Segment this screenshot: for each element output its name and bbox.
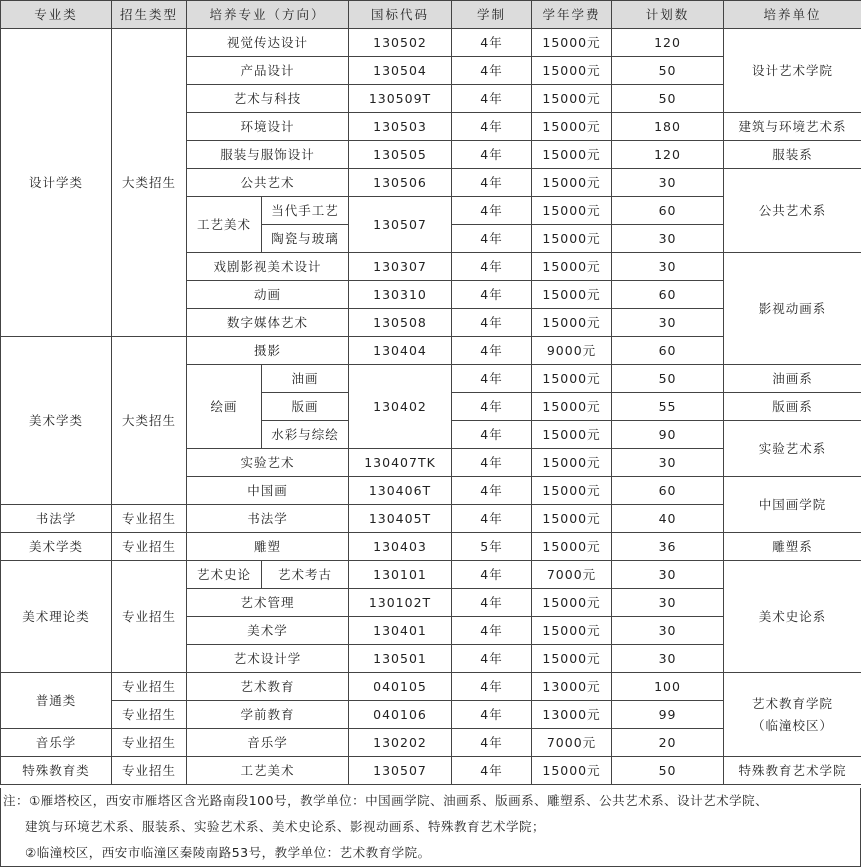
category-cell: 普通类: [1, 673, 112, 729]
major-cell: 艺术教育: [187, 673, 349, 701]
table-row: [1, 533, 861, 561]
fee-cell: 15000元: [532, 477, 612, 505]
major-cell: 美术学: [187, 617, 349, 645]
footnote-line: ②临潼校区，西安市临潼区秦陵南路53号，教学单位：艺术教育学院。: [25, 845, 431, 860]
fee-cell: 15000元: [532, 113, 612, 141]
major-cell: 戏剧影视美术设计: [187, 253, 349, 281]
years-cell: 4年: [452, 617, 532, 645]
major-cell: 数字媒体艺术: [187, 309, 349, 337]
years-cell: 4年: [452, 729, 532, 757]
years-cell: 4年: [452, 85, 532, 113]
code-cell: 130501: [349, 645, 452, 673]
code-cell: 130507: [349, 757, 452, 785]
years-cell: 4年: [452, 309, 532, 337]
plan-cell: 180: [612, 113, 724, 141]
unit-cell: 实验艺术系: [724, 421, 861, 477]
enroll-type-cell: 专业招生: [112, 673, 187, 701]
category-cell: 音乐学: [1, 729, 112, 757]
header-fee: 学年学费: [532, 1, 612, 29]
fee-cell: 15000元: [532, 141, 612, 169]
major-cell: 服装与服饰设计: [187, 141, 349, 169]
years-cell: 4年: [452, 449, 532, 477]
major-cell: 产品设计: [187, 57, 349, 85]
major-cell: 艺术管理: [187, 589, 349, 617]
major-cell: 书法学: [187, 505, 349, 533]
fee-cell: 15000元: [532, 197, 612, 225]
fee-cell: 15000元: [532, 29, 612, 57]
fee-cell: 15000元: [532, 309, 612, 337]
fee-cell: 15000元: [532, 589, 612, 617]
unit-cell: 影视动画系: [724, 253, 861, 365]
major-cell: 中国画: [187, 477, 349, 505]
fee-cell: 7000元: [532, 561, 612, 589]
code-cell: 130307: [349, 253, 452, 281]
fee-cell: 13000元: [532, 701, 612, 729]
years-cell: 4年: [452, 141, 532, 169]
header-years: 学制: [452, 1, 532, 29]
years-cell: 4年: [452, 393, 532, 421]
code-cell: 130407TK: [349, 449, 452, 477]
header-row: [1, 1, 861, 29]
major-cell: 工艺美术: [187, 757, 349, 785]
fee-cell: 13000元: [532, 673, 612, 701]
fee-cell: 15000元: [532, 393, 612, 421]
code-cell: 130507: [349, 197, 452, 253]
unit-cell: 雕塑系: [724, 533, 861, 561]
plan-cell: 30: [612, 589, 724, 617]
fee-cell: 15000元: [532, 645, 612, 673]
plan-cell: 55: [612, 393, 724, 421]
major-cell: 艺术与科技: [187, 85, 349, 113]
header-category: 专业类: [1, 1, 112, 29]
category-cell: 设计学类: [1, 29, 112, 337]
code-cell: 130506: [349, 169, 452, 197]
plan-cell: 50: [612, 57, 724, 85]
sub-major-cell: 水彩与综绘: [262, 421, 349, 449]
unit-cell: 服装系: [724, 141, 861, 169]
code-cell: 130502: [349, 29, 452, 57]
plan-cell: 30: [612, 645, 724, 673]
years-cell: 4年: [452, 673, 532, 701]
major-cell: 学前教育: [187, 701, 349, 729]
plan-cell: 60: [612, 337, 724, 365]
major-cell: 音乐学: [187, 729, 349, 757]
code-cell: 130202: [349, 729, 452, 757]
plan-cell: 30: [612, 617, 724, 645]
unit-cell: 公共艺术系: [724, 169, 861, 253]
fee-cell: 15000元: [532, 85, 612, 113]
category-cell: 特殊教育类: [1, 757, 112, 785]
code-cell: 130504: [349, 57, 452, 85]
years-cell: 4年: [452, 589, 532, 617]
header-code: 国标代码: [349, 1, 452, 29]
major-cell: 动画: [187, 281, 349, 309]
years-cell: 4年: [452, 281, 532, 309]
plan-cell: 30: [612, 309, 724, 337]
fee-cell: 15000元: [532, 365, 612, 393]
code-cell: 130503: [349, 113, 452, 141]
major-cell: 公共艺术: [187, 169, 349, 197]
unit-cell: 油画系: [724, 365, 861, 393]
unit-cell: 设计艺术学院: [724, 29, 861, 113]
fee-cell: 15000元: [532, 281, 612, 309]
sub-major-cell: 艺术考古: [262, 561, 349, 589]
major-cell: 工艺美术: [187, 197, 262, 253]
unit-name: 艺术教育学院: [752, 695, 834, 711]
plan-cell: 30: [612, 561, 724, 589]
fee-cell: 15000元: [532, 505, 612, 533]
code-cell: 130505: [349, 141, 452, 169]
category-cell: 美术学类: [1, 337, 112, 505]
code-cell: 130402: [349, 365, 452, 449]
plan-cell: 120: [612, 141, 724, 169]
plan-cell: 60: [612, 477, 724, 505]
years-cell: 4年: [452, 113, 532, 141]
plan-cell: 40: [612, 505, 724, 533]
enroll-type-cell: 专业招生: [112, 505, 187, 533]
footnotes: [0, 788, 861, 867]
category-cell: 美术理论类: [1, 561, 112, 673]
sub-major-cell: 当代手工艺: [262, 197, 349, 225]
fee-cell: 15000元: [532, 169, 612, 197]
category-cell: 书法学: [1, 505, 112, 533]
plan-cell: 30: [612, 253, 724, 281]
plan-cell: 50: [612, 85, 724, 113]
plan-cell: 60: [612, 281, 724, 309]
years-cell: 4年: [452, 757, 532, 785]
code-cell: 130403: [349, 533, 452, 561]
major-cell: 艺术史论: [187, 561, 262, 589]
plan-cell: 36: [612, 533, 724, 561]
code-cell: 130401: [349, 617, 452, 645]
enroll-type-cell: 大类招生: [112, 337, 187, 505]
plan-cell: 50: [612, 757, 724, 785]
fee-cell: 15000元: [532, 617, 612, 645]
code-cell: 130405T: [349, 505, 452, 533]
years-cell: 4年: [452, 365, 532, 393]
plan-cell: 120: [612, 29, 724, 57]
years-cell: 5年: [452, 533, 532, 561]
years-cell: 4年: [452, 57, 532, 85]
table-row: [1, 673, 861, 701]
unit-cell: 美术史论系: [724, 561, 861, 673]
code-cell: 040106: [349, 701, 452, 729]
enroll-type-cell: 专业招生: [112, 729, 187, 757]
plan-cell: 20: [612, 729, 724, 757]
code-cell: 130509T: [349, 85, 452, 113]
years-cell: 4年: [452, 421, 532, 449]
code-cell: 130101: [349, 561, 452, 589]
fee-cell: 15000元: [532, 757, 612, 785]
unit-cell: 特殊教育艺术学院: [724, 757, 861, 785]
plan-cell: 30: [612, 225, 724, 253]
code-cell: 130102T: [349, 589, 452, 617]
code-cell: 130406T: [349, 477, 452, 505]
fee-cell: 9000元: [532, 337, 612, 365]
enroll-type-cell: 大类招生: [112, 29, 187, 337]
major-cell: 视觉传达设计: [187, 29, 349, 57]
enroll-type-cell: 专业招生: [112, 701, 187, 729]
plan-cell: 30: [612, 169, 724, 197]
table-row: [1, 561, 861, 589]
unit-cell: [724, 673, 861, 757]
unit-cell: 建筑与环境艺术系: [724, 113, 861, 141]
enroll-type-cell: 专业招生: [112, 757, 187, 785]
major-cell: 环境设计: [187, 113, 349, 141]
plan-cell: 90: [612, 421, 724, 449]
table-row: [1, 757, 861, 785]
years-cell: 4年: [452, 337, 532, 365]
plan-cell: 30: [612, 449, 724, 477]
plan-cell: 50: [612, 365, 724, 393]
category-cell: 美术学类: [1, 533, 112, 561]
major-cell: 艺术设计学: [187, 645, 349, 673]
years-cell: 4年: [452, 505, 532, 533]
table-row: [1, 29, 861, 57]
years-cell: 4年: [452, 29, 532, 57]
enroll-type-cell: 专业招生: [112, 561, 187, 673]
years-cell: 4年: [452, 477, 532, 505]
sub-major-cell: 陶瓷与玻璃: [262, 225, 349, 253]
unit-cell: 中国画学院: [724, 477, 861, 533]
plan-cell: 100: [612, 673, 724, 701]
unit-cell: 版画系: [724, 393, 861, 421]
sub-major-cell: 版画: [262, 393, 349, 421]
fee-cell: 15000元: [532, 225, 612, 253]
header-enroll-type: 招生类型: [112, 1, 187, 29]
years-cell: 4年: [452, 225, 532, 253]
major-cell: 雕塑: [187, 533, 349, 561]
fee-cell: 15000元: [532, 57, 612, 85]
header-major: 培养专业（方向）: [187, 1, 349, 29]
code-cell: 040105: [349, 673, 452, 701]
years-cell: 4年: [452, 169, 532, 197]
unit-campus: （临潼校区）: [752, 717, 834, 733]
fee-cell: 15000元: [532, 421, 612, 449]
years-cell: 4年: [452, 701, 532, 729]
footnote-line: 注：①雁塔校区，西安市雁塔区含光路南段100号，教学单位：中国画学院、油画系、版画系、雕塑系、公共艺术系、设计艺术学院、: [3, 793, 769, 808]
major-cell: 实验艺术: [187, 449, 349, 477]
code-cell: 130508: [349, 309, 452, 337]
major-cell: 摄影: [187, 337, 349, 365]
fee-cell: 15000元: [532, 449, 612, 477]
plan-cell: 60: [612, 197, 724, 225]
fee-cell: 7000元: [532, 729, 612, 757]
footnote-line: 建筑与环境艺术系、服装系、实验艺术系、美术史论系、影视动画系、特殊教育艺术学院；: [25, 819, 546, 834]
enroll-type-cell: 专业招生: [112, 533, 187, 561]
header-unit: 培养单位: [724, 1, 861, 29]
years-cell: 4年: [452, 645, 532, 673]
fee-cell: 15000元: [532, 253, 612, 281]
plan-cell: 99: [612, 701, 724, 729]
major-cell: 绘画: [187, 365, 262, 449]
fee-cell: 15000元: [532, 533, 612, 561]
code-cell: 130310: [349, 281, 452, 309]
sub-major-cell: 油画: [262, 365, 349, 393]
years-cell: 4年: [452, 253, 532, 281]
code-cell: 130404: [349, 337, 452, 365]
years-cell: 4年: [452, 197, 532, 225]
header-plan: 计划数: [612, 1, 724, 29]
years-cell: 4年: [452, 561, 532, 589]
